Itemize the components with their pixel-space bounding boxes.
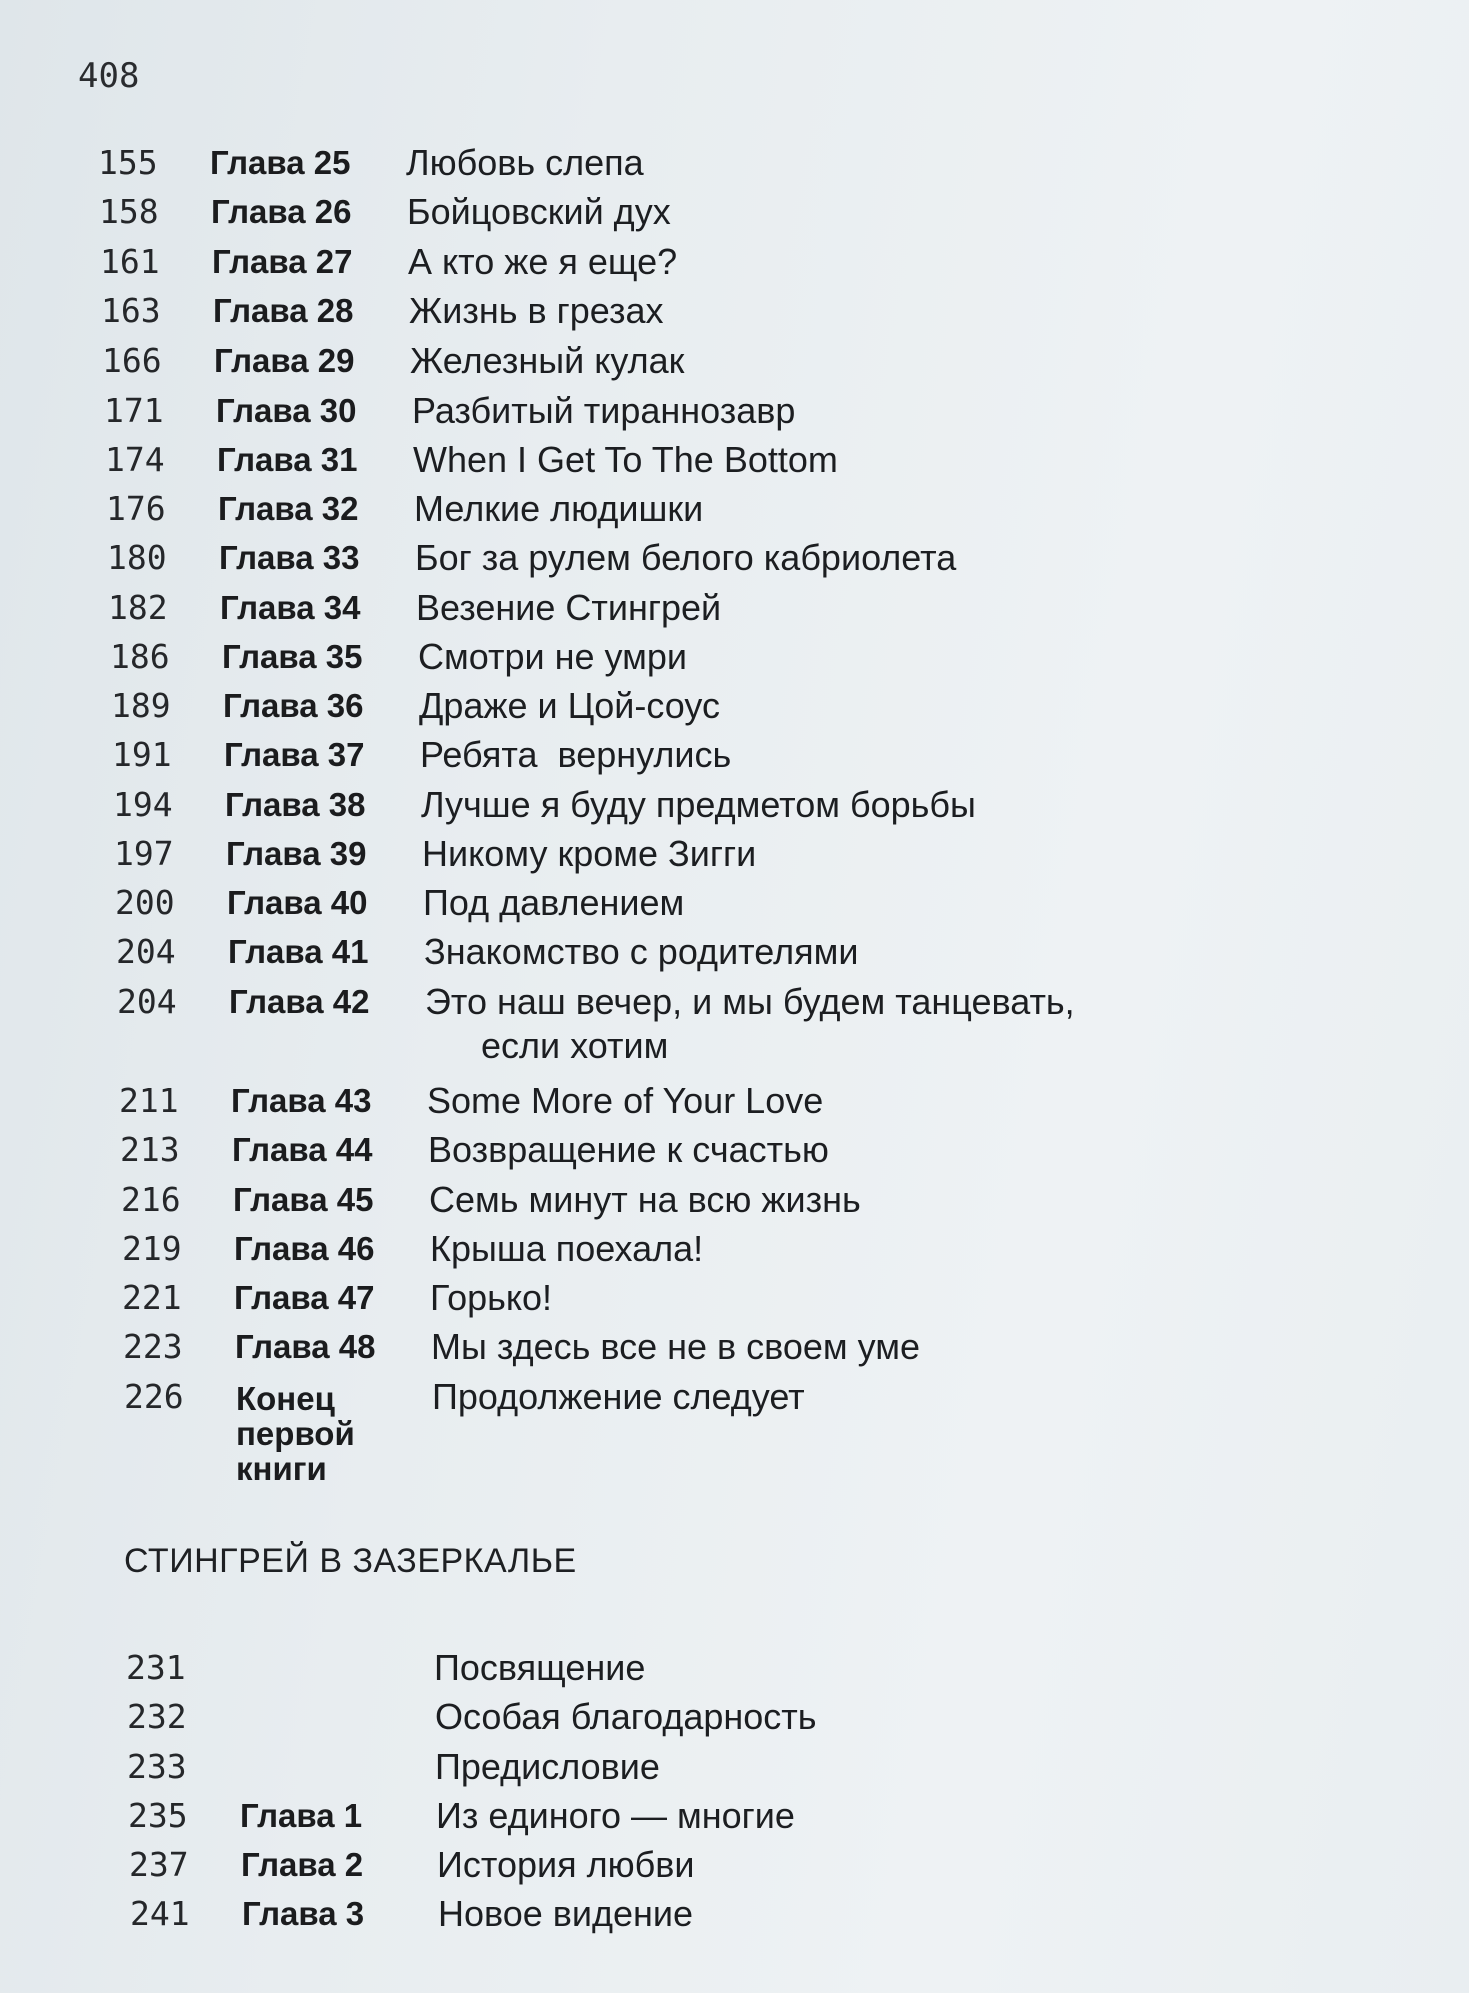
toc-page-number: 233 [127, 1747, 187, 1786]
toc-chapter-title: Знакомство с родителями [424, 931, 859, 972]
toc-entry [112, 733, 731, 781]
toc-chapter-title: Под давлением [423, 882, 685, 923]
toc-page-number: 174 [105, 440, 165, 479]
toc-entry [127, 1745, 660, 1793]
toc-page-number: 221 [122, 1278, 182, 1317]
toc-chapter-label: Глава 32 [218, 490, 359, 527]
toc-entry [124, 1375, 805, 1495]
toc-chapter-label: Глава 27 [212, 243, 353, 280]
toc-chapter-label: Глава 43 [231, 1082, 372, 1119]
toc-chapter-title: Смотри не умри [418, 636, 687, 677]
toc-chapter-title: Предисловие [435, 1746, 660, 1787]
toc-page-number: 235 [128, 1796, 188, 1835]
toc-chapter-title: Разбитый тираннозавр [412, 390, 796, 431]
toc-page-number: 211 [119, 1081, 179, 1120]
toc-chapter-title: Новое видение [438, 1893, 694, 1934]
toc-chapter-label: Глава 2 [241, 1846, 364, 1883]
toc-entry [108, 586, 721, 634]
toc-page-number: 237 [129, 1845, 189, 1884]
toc-chapter-title: А кто же я еще? [408, 241, 678, 282]
toc-page-number: 186 [110, 637, 170, 676]
toc-page-number: 182 [108, 588, 168, 627]
toc-entry [110, 635, 687, 683]
toc-entry [114, 832, 756, 880]
toc-page-number: 155 [98, 143, 158, 182]
toc-chapter-title: Никому кроме Зигги [422, 833, 757, 874]
toc-chapter-label: Глава 39 [226, 835, 367, 872]
toc-chapter-title [425, 980, 1075, 1068]
toc-chapter-label: Глава 37 [224, 736, 365, 773]
toc-chapter-label: Глава 40 [227, 884, 368, 921]
toc-chapter-label: Глава 26 [211, 193, 352, 230]
toc-entry [100, 240, 677, 288]
toc-chapter-title: Семь минут на всю жизнь [429, 1179, 861, 1220]
toc-chapter-label: Глава 47 [234, 1279, 375, 1316]
toc-entry [130, 1892, 693, 1940]
toc-chapter-label: Глава 46 [234, 1230, 375, 1267]
toc-chapter-title: Жизнь в грезах [409, 290, 664, 331]
toc-entry [107, 536, 956, 584]
toc-chapter-title: Бойцовский дух [407, 191, 671, 232]
toc-chapter-label: Глава 41 [228, 933, 369, 970]
toc-page-number: 163 [101, 291, 161, 330]
toc-chapter-label: Глава 29 [214, 342, 355, 379]
toc-entry [98, 141, 644, 189]
toc-entry [129, 1843, 694, 1891]
toc-entry [116, 930, 858, 978]
toc-page-number: 194 [113, 785, 173, 824]
toc-title-continuation: если хотим [481, 1025, 669, 1066]
toc-page-number: 213 [120, 1130, 180, 1169]
toc-chapter-title: Крыша поехала! [430, 1228, 704, 1269]
section-title: СТИНГРЕЙ В ЗАЗЕРКАЛЬЕ [124, 1542, 577, 1580]
toc-entry [123, 1325, 920, 1373]
toc-chapter-label: Глава 3 [242, 1895, 365, 1932]
toc-chapter-label: Глава 44 [232, 1131, 373, 1168]
toc-entry [119, 1079, 823, 1127]
toc-entry [99, 190, 671, 238]
toc-chapter-label: Глава 36 [223, 687, 364, 724]
toc-page-number: 216 [121, 1180, 181, 1219]
toc-chapter-title: Особая благодарность [435, 1696, 817, 1737]
toc-page-number: 200 [115, 883, 175, 922]
toc-chapter-label-line: книги [236, 1450, 327, 1487]
toc-page-number: 204 [117, 982, 177, 1021]
toc-page-number: 171 [104, 391, 164, 430]
page-number: 408 [78, 56, 140, 96]
toc-page-number: 158 [99, 192, 159, 231]
toc-entry [111, 684, 720, 732]
toc-chapter-title: Бог за рулем белого кабриолета [415, 537, 957, 578]
toc-chapter-label: Глава 28 [213, 292, 354, 329]
toc-chapter-title: Лучше я буду предметом борьбы [421, 784, 976, 825]
toc-entry [127, 1695, 817, 1743]
toc-chapter-label: Глава 30 [216, 392, 357, 429]
toc-entry [126, 1646, 645, 1694]
toc-chapter-label: Глава 42 [229, 983, 370, 1020]
toc-chapter-title: Посвящение [434, 1647, 646, 1688]
toc-page-number: 191 [112, 735, 172, 774]
toc-entry [117, 980, 1075, 1072]
toc-chapter-title: Возвращение к счастью [428, 1129, 829, 1170]
toc-title-line: Это наш вечер, и мы будем танцевать, [425, 981, 1075, 1022]
toc-chapter-label-line: первой [236, 1415, 355, 1452]
toc-chapter-label: Глава 48 [235, 1328, 376, 1365]
toc-entry [122, 1227, 703, 1275]
toc-chapter-title: Горько! [430, 1277, 553, 1318]
toc-chapter-title: Продолжение следует [432, 1376, 805, 1417]
toc-chapter-label: Глава 31 [217, 441, 358, 478]
toc-chapter-title: Some More of Your Love [427, 1080, 824, 1121]
toc-chapter-label: Глава 1 [240, 1797, 363, 1834]
toc-entry [104, 389, 795, 437]
toc-chapter-label: Глава 34 [220, 589, 361, 626]
toc-entry [102, 339, 684, 387]
toc-entry [113, 783, 976, 831]
toc-entry [122, 1276, 552, 1324]
toc-entry [101, 289, 664, 337]
toc-page-number: 180 [107, 538, 167, 577]
toc-chapter-title: When I Get To The Bottom [413, 439, 838, 480]
toc-chapter-title: Ребята вернулись [420, 734, 732, 775]
toc-chapter-title: Драже и Цой-соус [419, 685, 721, 726]
toc-page-number: 189 [111, 686, 171, 725]
toc-chapter-label: Глава 45 [233, 1181, 374, 1218]
toc-chapter-title: Железный кулак [410, 340, 685, 381]
toc-entry [105, 438, 838, 486]
toc-chapter-label [236, 1375, 432, 1486]
toc-page-number: 241 [130, 1894, 190, 1933]
toc-entry [121, 1178, 861, 1226]
toc-chapter-label: Глава 25 [210, 144, 351, 181]
toc-page-number: 204 [116, 932, 176, 971]
toc-chapter-title: Мы здесь все не в своем уме [431, 1326, 921, 1367]
toc-page-number: 166 [102, 341, 162, 380]
toc-page-number: 161 [100, 242, 160, 281]
toc-page-number: 197 [114, 834, 174, 873]
toc-page-number: 219 [122, 1229, 182, 1268]
toc-entry [106, 487, 703, 535]
toc-chapter-title: Из единого — многие [436, 1795, 795, 1836]
toc-page-number: 223 [123, 1327, 183, 1366]
toc-chapter-label: Глава 38 [225, 786, 366, 823]
toc-chapter-label: Глава 35 [222, 638, 363, 675]
toc-chapter-title: Любовь слепа [406, 142, 644, 183]
toc-page-number: 176 [106, 489, 166, 528]
toc-page-number: 226 [124, 1377, 184, 1416]
toc-page-number: 232 [127, 1697, 187, 1736]
toc-page-number: 231 [126, 1648, 186, 1687]
toc-entry [120, 1128, 829, 1176]
toc-chapter-label-line: Конец [236, 1380, 335, 1417]
toc-chapter-title: Везение Стингрей [416, 587, 722, 628]
toc-entry [115, 881, 684, 929]
toc-chapter-title: История любви [437, 1844, 695, 1885]
toc-chapter-label: Глава 33 [219, 539, 360, 576]
toc-chapter-title: Мелкие людишки [414, 488, 704, 529]
toc-entry [128, 1794, 795, 1842]
